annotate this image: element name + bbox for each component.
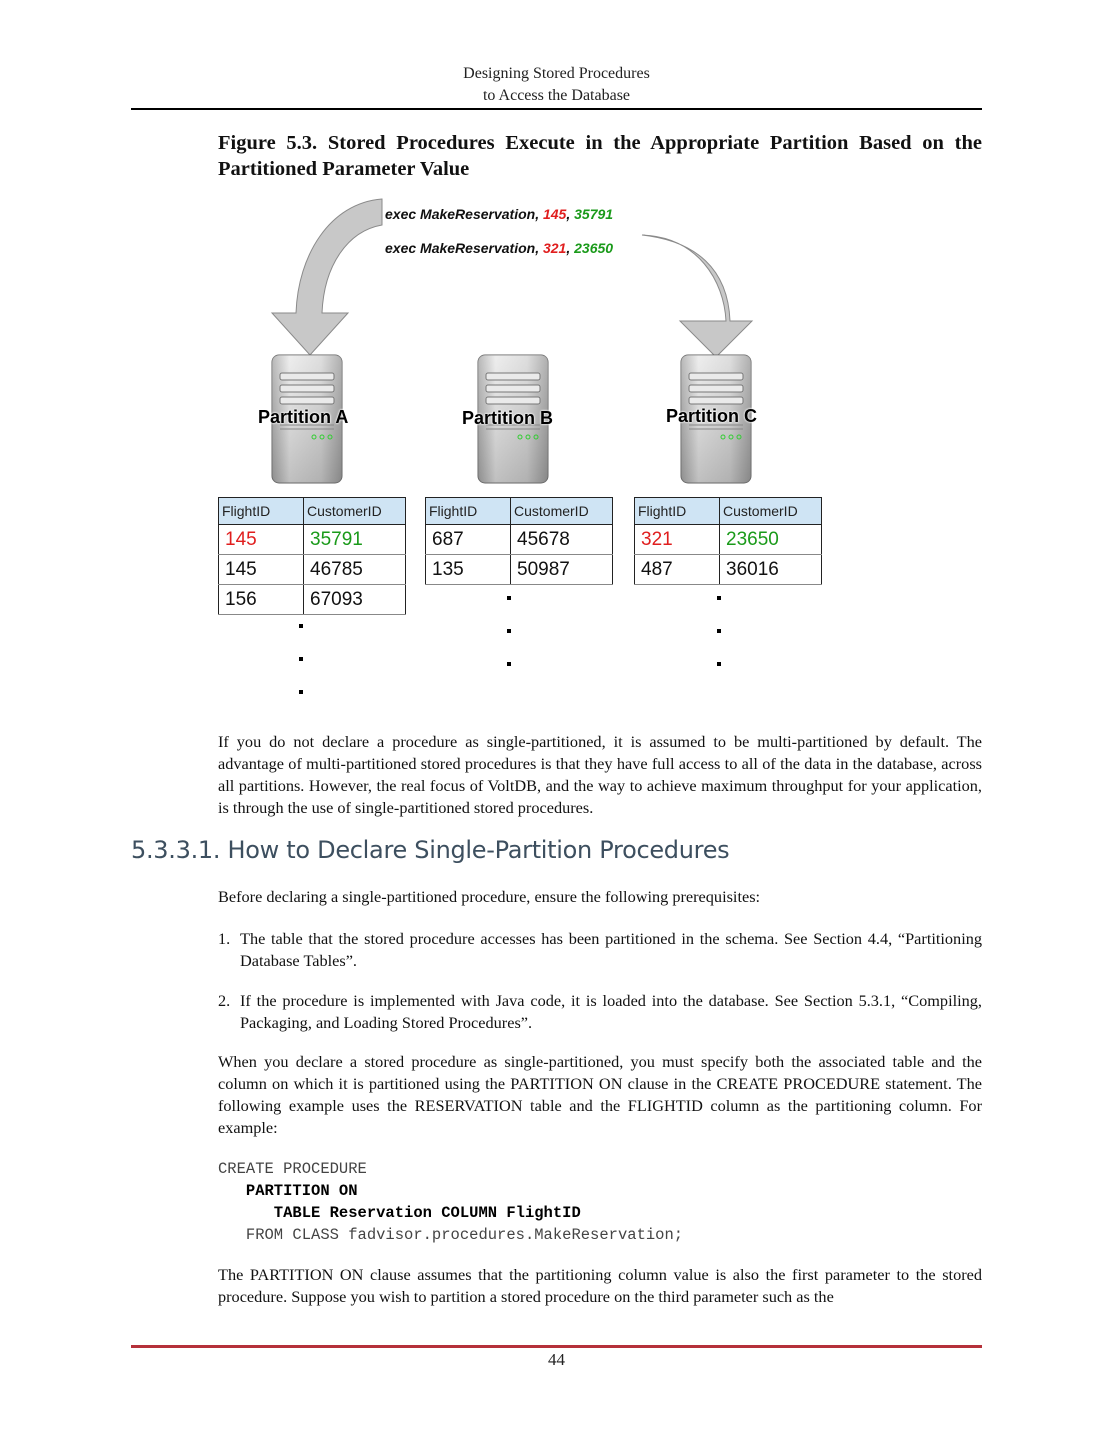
ellipsis-dot <box>299 624 303 628</box>
ellipsis-dot <box>507 596 511 600</box>
partition-b-table <box>425 497 613 585</box>
running-header-line2: to Access the Database <box>482 87 631 104</box>
page-number: 44 <box>548 1350 565 1369</box>
flightid-cell: 145 <box>219 525 304 555</box>
partition-a-table <box>218 497 406 615</box>
customerid-cell: 50987 <box>511 555 613 585</box>
partition-c-label: Partition C <box>666 406 758 426</box>
customerid-cell: 36016 <box>720 555 822 585</box>
running-header-line1: Designing Stored Procedures <box>463 65 650 82</box>
ellipsis-dot <box>299 690 303 694</box>
table-header-row <box>426 498 613 525</box>
column-header-flightid: FlightID <box>635 498 720 525</box>
column-header-customerid: CustomerID <box>304 498 406 525</box>
customerid-cell: 35791 <box>304 525 406 555</box>
footer-rule <box>131 1345 982 1348</box>
figure-graphics <box>210 195 850 715</box>
list-item-number: 2. <box>218 991 231 1010</box>
exec-call-2-customer: 23650 <box>574 240 614 256</box>
table-row <box>426 525 613 555</box>
flightid-cell: 135 <box>426 555 511 585</box>
ellipsis-dot <box>507 629 511 633</box>
ellipsis-dot <box>507 662 511 666</box>
list-item-text: If the procedure is implemented with Java code, it is loaded into the database. See Section 5.3.1, “Compiling, Packaging, and Loading Stored Procedures”. <box>240 991 982 1032</box>
flightid-cell: 687 <box>426 525 511 555</box>
paragraph-prerequisites-intro: Before declaring a single-partitioned procedure, ensure the following prerequisites: <box>218 887 761 906</box>
exec-call-1-prefix: exec MakeReservation <box>385 206 536 222</box>
code-line: PARTITION ON <box>218 1182 358 1200</box>
list-item-text: The table that the stored procedure accesses has been partitioned in the schema. See Section 4.4, “Partitioning Database Tables”. <box>240 929 982 970</box>
exec-call-1: exec MakeReservation, 145, 35791 <box>385 206 614 222</box>
section-heading: 5.3.3.1. How to Declare Single-Partition Procedures <box>131 836 730 864</box>
paragraph-partition-on: When you declare a stored procedure as single-partitioned, you must specify both the associated table and the column on which it is partitioned using the PARTITION ON clause in the CREATE PROCEDURE statement. The following example uses the RESERVATION table and the FLIGHTID column as the partitioning column. For example: <box>218 1052 982 1137</box>
code-line: FROM CLASS fadvisor.procedures.MakeReservation; <box>218 1226 684 1244</box>
customerid-cell: 23650 <box>720 525 822 555</box>
column-header-flightid: FlightID <box>426 498 511 525</box>
customerid-cell: 45678 <box>511 525 613 555</box>
ellipsis-dot <box>299 657 303 661</box>
column-header-customerid: CustomerID <box>720 498 822 525</box>
curved-arrow-left-icon <box>272 199 382 355</box>
list-item-number: 1. <box>218 929 231 948</box>
table-row <box>635 555 822 585</box>
exec-call-1-flight: 145 <box>542 206 567 222</box>
partition-c-table <box>634 497 822 585</box>
flightid-cell: 487 <box>635 555 720 585</box>
exec-call-2-prefix: exec MakeReservation <box>385 240 536 256</box>
column-header-flightid: FlightID <box>219 498 304 525</box>
exec-call-1-customer: 35791 <box>574 206 614 222</box>
table-row <box>635 525 822 555</box>
ellipsis-dot <box>717 596 721 600</box>
partition-b-label: Partition B <box>462 408 554 428</box>
table-row <box>219 525 406 555</box>
figure-title: Figure 5.3. Stored Procedures Execute in the Appropriate Partition Based on the Partitioned Parameter Value <box>218 132 982 180</box>
partition-figure <box>210 195 850 715</box>
ellipsis-dot <box>717 629 721 633</box>
code-block <box>218 1158 683 1246</box>
running-header <box>0 63 1113 107</box>
paragraph-multi-partition: If you do not declare a procedure as single-partitioned, it is assumed to be multi-partitioned by default. The advantage of multi-partitioned stored procedures is that they have full access to all of the data in the database, across all partitions. However, the real focus of VoltDB, and the way to achieve maximum throughput for your application, is through the use of single-partitioned stored procedures. <box>218 732 982 817</box>
customerid-cell: 46785 <box>304 555 406 585</box>
paragraph-partition-on-assumes: The PARTITION ON clause assumes that the partitioning column value is also the first parameter to the stored procedure. Suppose you wish to partition a stored procedure on the third parameter such as the <box>218 1265 982 1306</box>
table-header-row <box>635 498 822 525</box>
ellipsis-dot <box>717 662 721 666</box>
customerid-cell: 67093 <box>304 585 406 615</box>
code-line: TABLE Reservation COLUMN FlightID <box>218 1204 581 1222</box>
list-item <box>218 990 982 1034</box>
code-line: CREATE PROCEDURE <box>218 1160 367 1178</box>
table-header-row <box>219 498 406 525</box>
table-row <box>426 555 613 585</box>
list-item <box>218 928 982 972</box>
table-row <box>219 555 406 585</box>
flightid-cell: 156 <box>219 585 304 615</box>
flightid-cell: 321 <box>635 525 720 555</box>
curved-arrow-right-icon <box>642 235 752 357</box>
column-header-customerid: CustomerID <box>511 498 613 525</box>
exec-call-2: exec MakeReservation, 321, 23650 <box>385 240 614 256</box>
table-row <box>219 585 406 615</box>
flightid-cell: 145 <box>219 555 304 585</box>
exec-call-2-flight: 321 <box>542 240 567 256</box>
partition-a-label: Partition A <box>258 407 349 427</box>
header-rule <box>131 108 982 110</box>
